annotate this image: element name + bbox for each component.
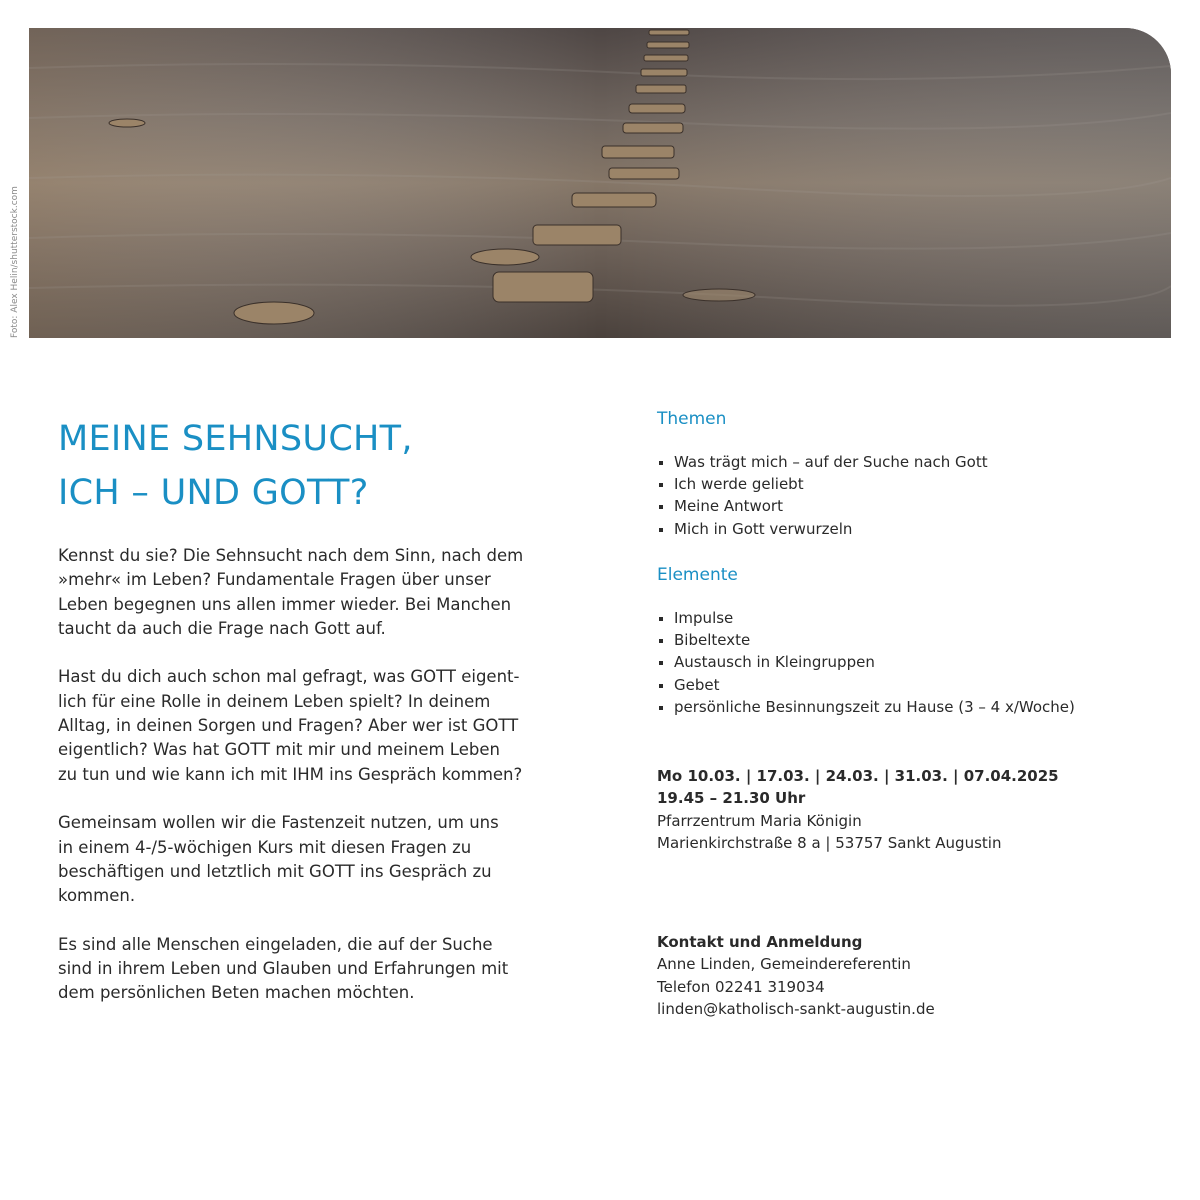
termine-section	[657, 765, 1137, 855]
list-item: Meine Antwort	[657, 495, 1137, 517]
elemente-list	[657, 607, 1137, 718]
list-item: Gebet	[657, 674, 1137, 696]
themen-section	[657, 409, 1137, 540]
themen-heading: Themen	[657, 409, 727, 429]
title-line-2: ICH – UND GOTT?	[58, 473, 369, 513]
stepping-stones-photo	[29, 28, 1171, 338]
paragraph-2: Hast du dich auch schon mal gefragt, was GOTT eigent- lich für eine Rolle in deinem Leben spielt? In deinem Alltag, in deinen Sorgen und Fragen? Aber wer ist GOTT eigentlich? Was hat GOTT mit mir und meinem Leben zu tun und wie kann ich mit IHM ins Gespräch kommen?	[58, 667, 523, 784]
course-dates: Mo 10.03. | 17.03. | 24.03. | 31.03. | 07.04.2025	[657, 767, 1059, 785]
hero-photo	[29, 28, 1171, 338]
photo-credit: Foto: Alex Helin/shutterstock.com	[10, 186, 20, 338]
list-item: Impulse	[657, 607, 1137, 629]
course-venue: Pfarrzentrum Maria Königin	[657, 811, 862, 830]
list-item: Austausch in Kleingruppen	[657, 651, 1137, 673]
list-item: persönliche Besinnungszeit zu Hause (3 – 4 x/Woche)	[657, 696, 1137, 718]
elemente-section	[657, 565, 1137, 718]
list-item: Bibeltexte	[657, 629, 1137, 651]
kontakt-section	[657, 931, 1137, 1021]
list-item: Mich in Gott verwurzeln	[657, 518, 1137, 540]
list-item: Was trägt mich – auf der Suche nach Gott	[657, 451, 1137, 473]
paragraph-1: Kennst du sie? Die Sehnsucht nach dem Sinn, nach dem »mehr« im Leben? Fundamentale Fragen über unser Leben begegnen uns allen immer wieder. Bei Manchen taucht da auch die Frage nach Gott auf.	[58, 546, 524, 638]
list-item: Ich werde geliebt	[657, 473, 1137, 495]
page-title	[58, 412, 598, 520]
contact-phone: Telefon 02241 319034	[657, 977, 825, 996]
elemente-heading: Elemente	[657, 565, 738, 585]
course-time: 19.45 – 21.30 Uhr	[657, 789, 806, 808]
title-line-1: MEINE SEHNSUCHT,	[58, 419, 413, 459]
course-address: Marienkirchstraße 8 a | 53757 Sankt Augustin	[657, 834, 1002, 853]
contact-email: linden@katholisch-sankt-augustin.de	[657, 1000, 935, 1019]
paragraph-3: Gemeinsam wollen wir die Fastenzeit nutzen, um uns in einem 4-/5-wöchigen Kurs mit diesen Fragen zu beschäftigen und letztlich mit GOTT ins Gespräch zu kommen.	[58, 813, 499, 906]
kontakt-heading: Kontakt und Anmeldung	[657, 933, 863, 951]
contact-name: Anne Linden, Gemeindereferentin	[657, 955, 911, 974]
paragraph-4: Es sind alle Menschen eingeladen, die auf der Suche sind in ihrem Leben und Glauben und Erfahrungen mit dem persönlichen Beten machen möchten.	[58, 934, 509, 1003]
body-text	[58, 544, 578, 1030]
themen-list	[657, 451, 1137, 540]
